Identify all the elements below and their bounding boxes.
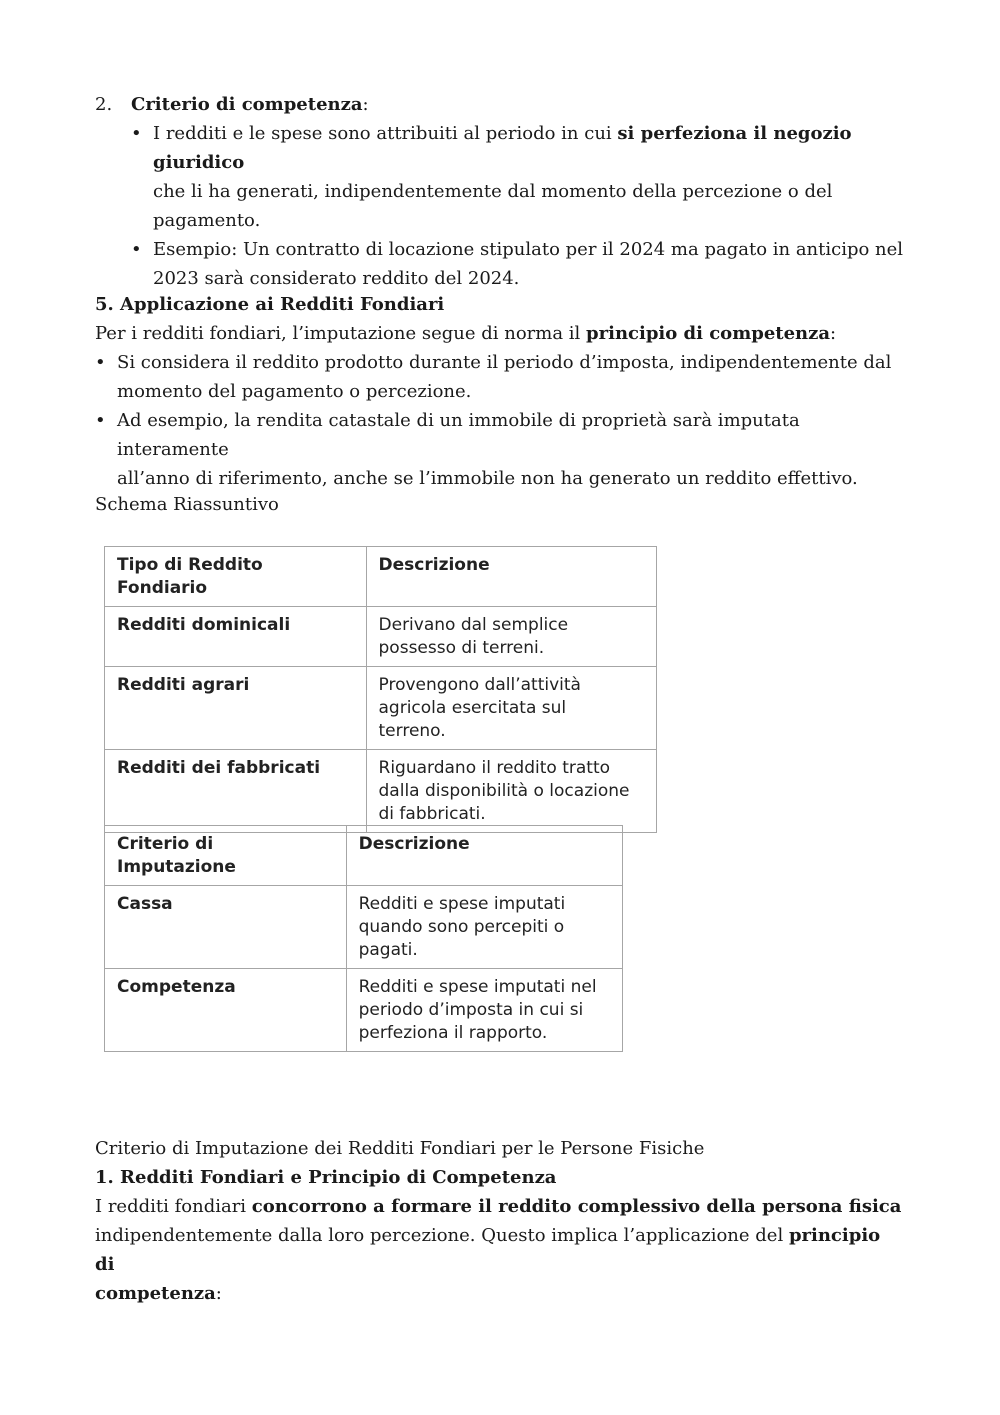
table-row: Redditi agrari Provengono dall’attività agricola esercitata sul terreno. (105, 667, 657, 750)
table-header-row (105, 826, 623, 886)
bullet-icon: • (131, 123, 142, 144)
section-title: Criterio di Imputazione dei Redditi Fondiari per le Persone Fisiche (95, 1138, 705, 1159)
list-item: • Ad esempio, la rendita catastale di un immobile di proprietà sarà imputata interamente all’anno di riferimento, anche se l’immobile non ha generato un reddito effettivo. (95, 406, 905, 493)
bullet-icon: • (95, 410, 106, 431)
list-item: • I redditi e le spese sono attribuiti al periodo in cui si perfeziona il negozio giuridico che li ha generati, indipendentemente dal momento della percezione o del pagamento. (131, 119, 911, 235)
section-intro: Per i redditi fondiari, l’imputazione segue di norma il principio di competenza: (95, 323, 837, 344)
table-criterio-imputazione (104, 825, 623, 1052)
table-row: Redditi dominicali Derivano dal semplice possesso di terreni. (105, 607, 657, 667)
column-header: Descrizione (366, 547, 656, 607)
bullet-list-competenza (131, 119, 911, 293)
list-item: • Si considera il reddito prodotto durante il periodo d’imposta, indipendentemente dal momento del pagamento o percezione. (95, 348, 905, 406)
section-applicazione (95, 290, 905, 493)
paragraph-line: I redditi fondiari concorrono a formare il reddito complessivo della persona fisica (95, 1196, 902, 1217)
bullet-icon: • (131, 239, 142, 260)
section-heading: 1. Redditi Fondiari e Principio di Competenza (95, 1167, 557, 1188)
table-tipo-reddito (104, 546, 657, 833)
table-row: Competenza Redditi e spese imputati nel periodo d’imposta in cui si perfeziona il rapporto. (105, 969, 623, 1052)
table-row: Redditi dei fabbricati Riguardano il reddito tratto dalla disponibilità o locazione di fabbricati. (105, 750, 657, 833)
list-item: • Esempio: Un contratto di locazione stipulato per il 2024 ma pagato in anticipo nel 2023 sarà considerato reddito del 2024. (131, 235, 911, 293)
table-row: Cassa Redditi e spese imputati quando sono percepiti o pagati. (105, 886, 623, 969)
section-heading: 5. Applicazione ai Redditi Fondiari (95, 294, 445, 315)
column-header: Criterio di Imputazione (105, 826, 347, 886)
item-title: Criterio di competenza (131, 94, 363, 115)
column-header: Descrizione (346, 826, 622, 886)
item-number: 2. (95, 94, 113, 115)
paragraph-line: competenza: (95, 1283, 222, 1304)
document-page: 2. Criterio di competenza: • I redditi e le spese sono attribuiti al periodo in cui si perfeziona il negozio giuridico che li ha generati, indipendentemente dal momento della percezione o del pagamento. • Esempio: Un contratto di locazione stipulato per il 2024 ma pagato in anticipo nel 2023 sarà considerato reddito del 2024. 5. Applicazione ai Redditi Fondiari Per i redditi fondiari, l’imputazione segue di norma il principio di competenza: • Si considera il reddito prodotto durante il periodo d’imposta, indipendentemente dal momento del pagamento o percezione. • Ad esempio, la rendita catastale di un immobile di proprietà sarà imputata interamente all’anno di riferimento, anche se l’immobile non ha generato un reddito effettivo. Schema Riassuntivo Tipo di Reddito Fondiario Descrizione Redditi dominicali Derivano dal semplice possesso di terreni. Redditi agrari Provengono dall’attività agricola esercitata sul terreno. Redditi dei fabbricati Riguardano il reddito tratto dalla disponibilità o locazione di fabbricati. Criterio di Imputazione Descrizione Cassa Redditi e spese imputati quando sono percepiti o pagati. Competenza Redditi e spese imputati nel periodo d’imposta in cui si perfeziona il rapporto. Criterio di Imputazione dei Redditi Fondiari per le Persone Fisiche 1. Redditi Fondiari e Principio di Competenza I redditi fondiari concorrono a formare il reddito complessivo della persona fisica indipendentemente dalla loro percezione. Questo implica l’applicazione del principio di competenza: (0, 0, 1000, 1415)
schema-title: Schema Riassuntivo (95, 494, 279, 515)
paragraph-line: indipendentemente dalla loro percezione. Questo implica l’applicazione del principio di (95, 1225, 881, 1275)
column-header: Tipo di Reddito Fondiario (105, 547, 367, 607)
table-header-row (105, 547, 657, 607)
section-persone-fisiche (95, 1134, 905, 1308)
bullet-icon: • (95, 352, 106, 373)
